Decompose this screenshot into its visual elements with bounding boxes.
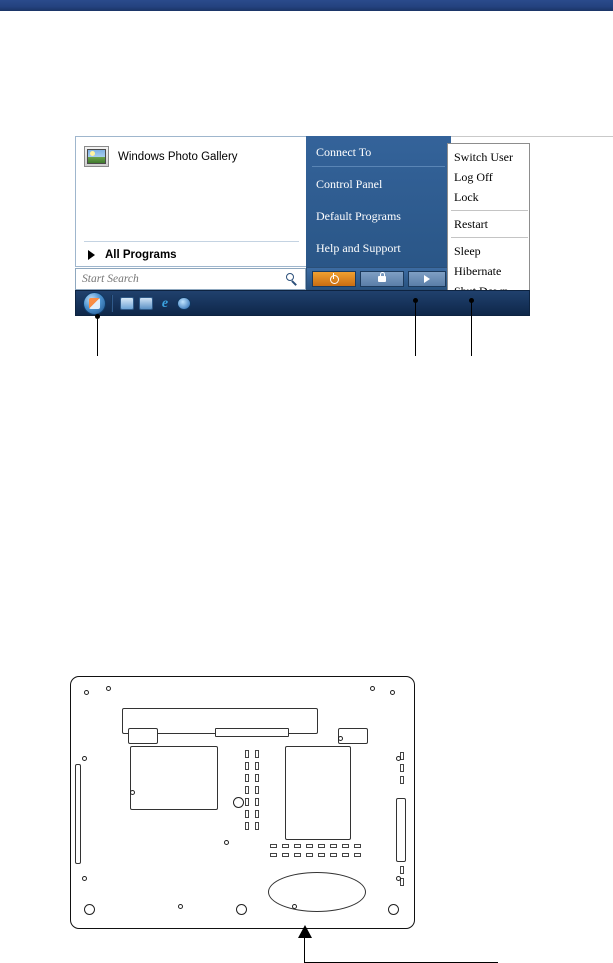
docking-port [215,728,289,737]
shutdown-menu-separator-2 [451,237,528,238]
start-menu-power-bar [306,267,451,290]
left-edge-port [75,764,81,864]
menu-item-lock[interactable]: Lock [454,190,479,204]
menu-item-hibernate[interactable]: Hibernate [454,264,502,278]
power-icon [330,275,339,284]
page-top-banner-accent [0,0,613,11]
search-input[interactable] [82,273,262,285]
menu-item-default-programs[interactable]: Default Programs [316,209,401,223]
hard-drive-cover [285,746,351,840]
menu-item-restart[interactable]: Restart [454,217,488,231]
taskbar-separator [111,295,113,312]
lock-button[interactable] [360,271,404,287]
windows-start-orb-icon[interactable] [83,292,106,315]
menu-separator-1 [312,166,445,167]
menu-item-switch-user[interactable]: Switch User [454,150,513,164]
photo-gallery-icon [84,145,110,169]
menu-item-control-panel[interactable]: Control Panel [316,177,383,191]
page-top-banner [0,0,613,11]
memory-module-cover [130,746,218,810]
pinned-item-label: Windows Photo Gallery [118,151,238,163]
menu-item-sleep[interactable]: Sleep [454,244,481,258]
show-desktop-icon[interactable] [120,297,134,310]
right-arrow-icon [88,250,95,260]
speaker-grille [268,872,366,912]
shutdown-options-menu [447,143,530,295]
laptop-underside-diagram [70,676,415,931]
start-button-callout-line [97,316,98,356]
menu-item-help-and-support[interactable]: Help and Support [316,241,401,255]
menu-item-connect-to[interactable]: Connect To [316,145,372,159]
start-menu-right-panel [306,136,451,267]
shutdown-menu-separator-1 [451,210,528,211]
shutdown-options-callout-line [471,300,472,356]
lock-icon [378,276,386,282]
right-edge-port [396,798,406,862]
start-menu-right-panel-bg [306,136,451,267]
battery-latch-left [128,728,158,744]
windows-taskbar [75,290,530,316]
power-button[interactable] [312,271,356,287]
internet-explorer-icon[interactable] [158,297,172,310]
shutdown-options-callout-dot [469,298,474,303]
start-button-callout-dot [95,314,100,319]
menu-item-log-off[interactable]: Log Off [454,170,493,184]
start-menu-pinned-item[interactable] [84,144,299,170]
media-player-icon[interactable] [177,297,191,310]
start-search-box[interactable] [75,268,306,290]
switch-windows-icon[interactable] [139,297,153,310]
start-menu-left-panel [75,136,306,267]
power-button-callout-dot [413,298,418,303]
search-icon [286,273,299,286]
start-menu-divider [84,241,299,242]
shutdown-options-arrow[interactable] [408,271,446,287]
internet-explorer-glyph: e [161,296,169,311]
all-programs-label: All Programs [105,248,177,261]
power-button-callout-line [415,300,416,356]
callout-arrow-stem [304,929,305,963]
right-arrow-icon [424,275,430,283]
all-programs-item[interactable] [84,245,299,264]
start-menu-figure [75,136,530,332]
